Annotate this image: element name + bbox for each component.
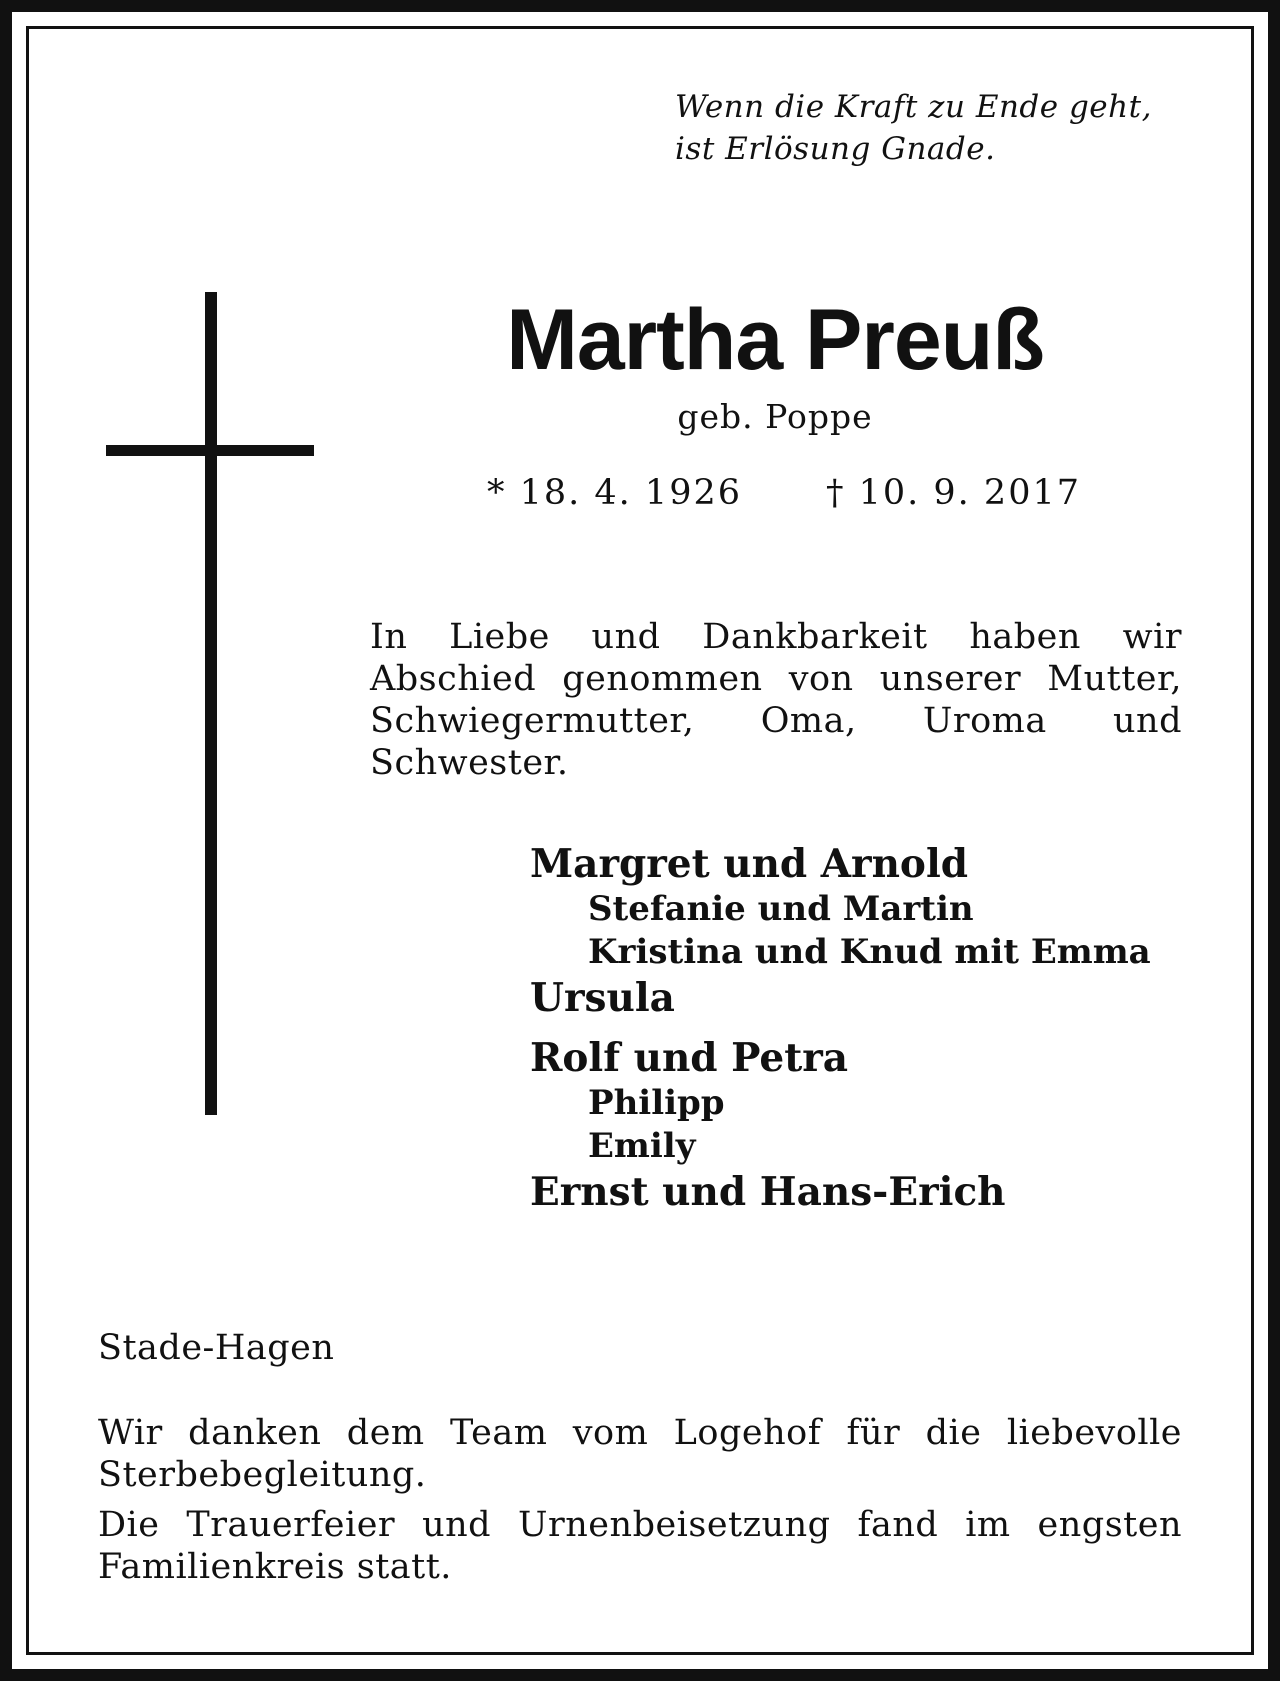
family-member: Ernst und Hans-Erich xyxy=(530,1169,1006,1215)
death-date: † 10. 9. 2017 xyxy=(826,473,1082,513)
quote-line-1: Wenn die Kraft zu Ende geht, xyxy=(675,89,1152,125)
family-member: Margret und Arnold xyxy=(530,841,969,887)
epigraph-quote xyxy=(675,86,1195,170)
location: Stade-Hagen xyxy=(98,1328,335,1368)
family-member-sub: Stefanie und Martin xyxy=(588,889,974,929)
family-list xyxy=(530,840,1190,1216)
cross-vertical-bar xyxy=(205,292,217,1115)
cross-horizontal-bar xyxy=(106,445,314,456)
thanks-note: Wir danken dem Team vom Logehof für die liebevolle Sterbebegleitung. xyxy=(98,1413,1182,1495)
birth-date: * 18. 4. 1926 xyxy=(487,473,743,513)
deceased-name: Martha Preuß xyxy=(506,292,1044,388)
spacer xyxy=(530,1022,1190,1034)
maiden-name: geb. Poppe xyxy=(677,397,873,436)
family-member-sub: Kristina und Knud mit Emma xyxy=(588,932,1151,972)
farewell-message: In Liebe und Dankbarkeit haben wir Abschied genommen von unserer Mutter, Schwiegermutter, Oma, Uroma und Schwester. xyxy=(370,617,1182,783)
quote-line-2: ist Erlösung Gnade. xyxy=(675,131,996,167)
family-member: Rolf und Petra xyxy=(530,1035,849,1081)
family-member: Ursula xyxy=(530,975,675,1021)
ceremony-note: Die Trauerfeier und Urnenbeisetzung fand im engsten Familienkreis statt. xyxy=(98,1505,1182,1587)
family-member-sub: Philipp xyxy=(588,1083,725,1123)
family-member-sub: Emily xyxy=(588,1126,696,1166)
